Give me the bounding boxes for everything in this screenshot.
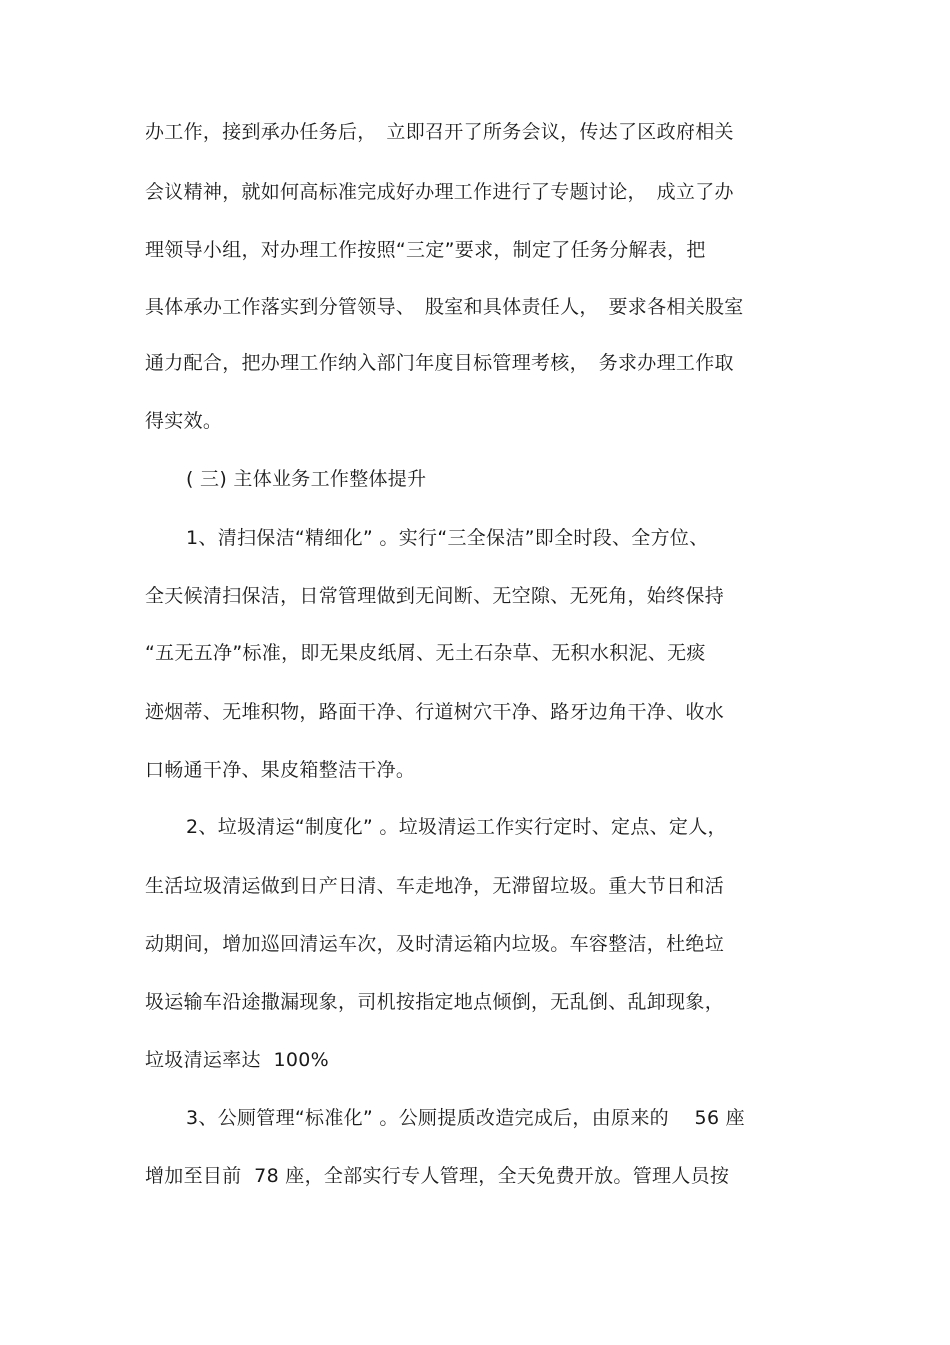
text-line: 1、清扫保洁“精细化” 。实行“三全保洁”即全时段、全方位、 <box>186 527 709 549</box>
text-line: 垃圾清运率达 100% <box>145 1049 329 1071</box>
text-line: 办工作，接到承办任务后， 立即召开了所务会议，传达了区政府相关 <box>145 121 734 143</box>
text-line: 得实效。 <box>145 410 223 432</box>
text-line: 全天候清扫保洁，日常管理做到无间断、无空隙、无死角，始终保持 <box>145 585 725 607</box>
text-line: 圾运输车沿途撒漏现象，司机按指定地点倾倒，无乱倒、乱卸现象， <box>145 991 725 1013</box>
text-line: 3、公厕管理“标准化” 。公厕提质改造完成后，由原来的 56 座 <box>186 1107 745 1129</box>
text-line: 生活垃圾清运做到日产日清、车走地净，无滞留垃圾。重大节日和活 <box>145 875 725 897</box>
text-line: 具体承办工作落实到分管领导、 股室和具体责任人， 要求各相关股室 <box>145 296 744 318</box>
text-line: 理领导小组，对办理工作按照“三定”要求，制定了任务分解表，把 <box>145 239 706 261</box>
text-line: 通力配合，把办理工作纳入部门年度目标管理考核， 务求办理工作取 <box>145 352 734 374</box>
text-line: 迹烟蒂、无堆积物，路面干净、行道树穴干净、路牙边角干净、收水 <box>145 701 725 723</box>
text-line: 会议精神，就如何高标准完成好办理工作进行了专题讨论， 成立了办 <box>145 181 734 203</box>
text-line: 口畅通干净、果皮箱整洁干净。 <box>145 759 416 781</box>
section-heading-text: ( 三) 主体业务工作整体提升 <box>186 468 427 490</box>
text-line: 增加至目前 78 座，全部实行专人管理，全天免费开放。管理人员按 <box>145 1165 730 1187</box>
text-line: 动期间，增加巡回清运车次，及时清运箱内垃圾。车容整洁，杜绝垃 <box>145 933 725 955</box>
text-line: “五无五净”标准，即无果皮纸屑、无土石杂草、无积水积泥、无痰 <box>145 642 706 664</box>
text-line: 2、垃圾清运“制度化” 。垃圾清运工作实行定时、定点、定人， <box>186 816 727 838</box>
